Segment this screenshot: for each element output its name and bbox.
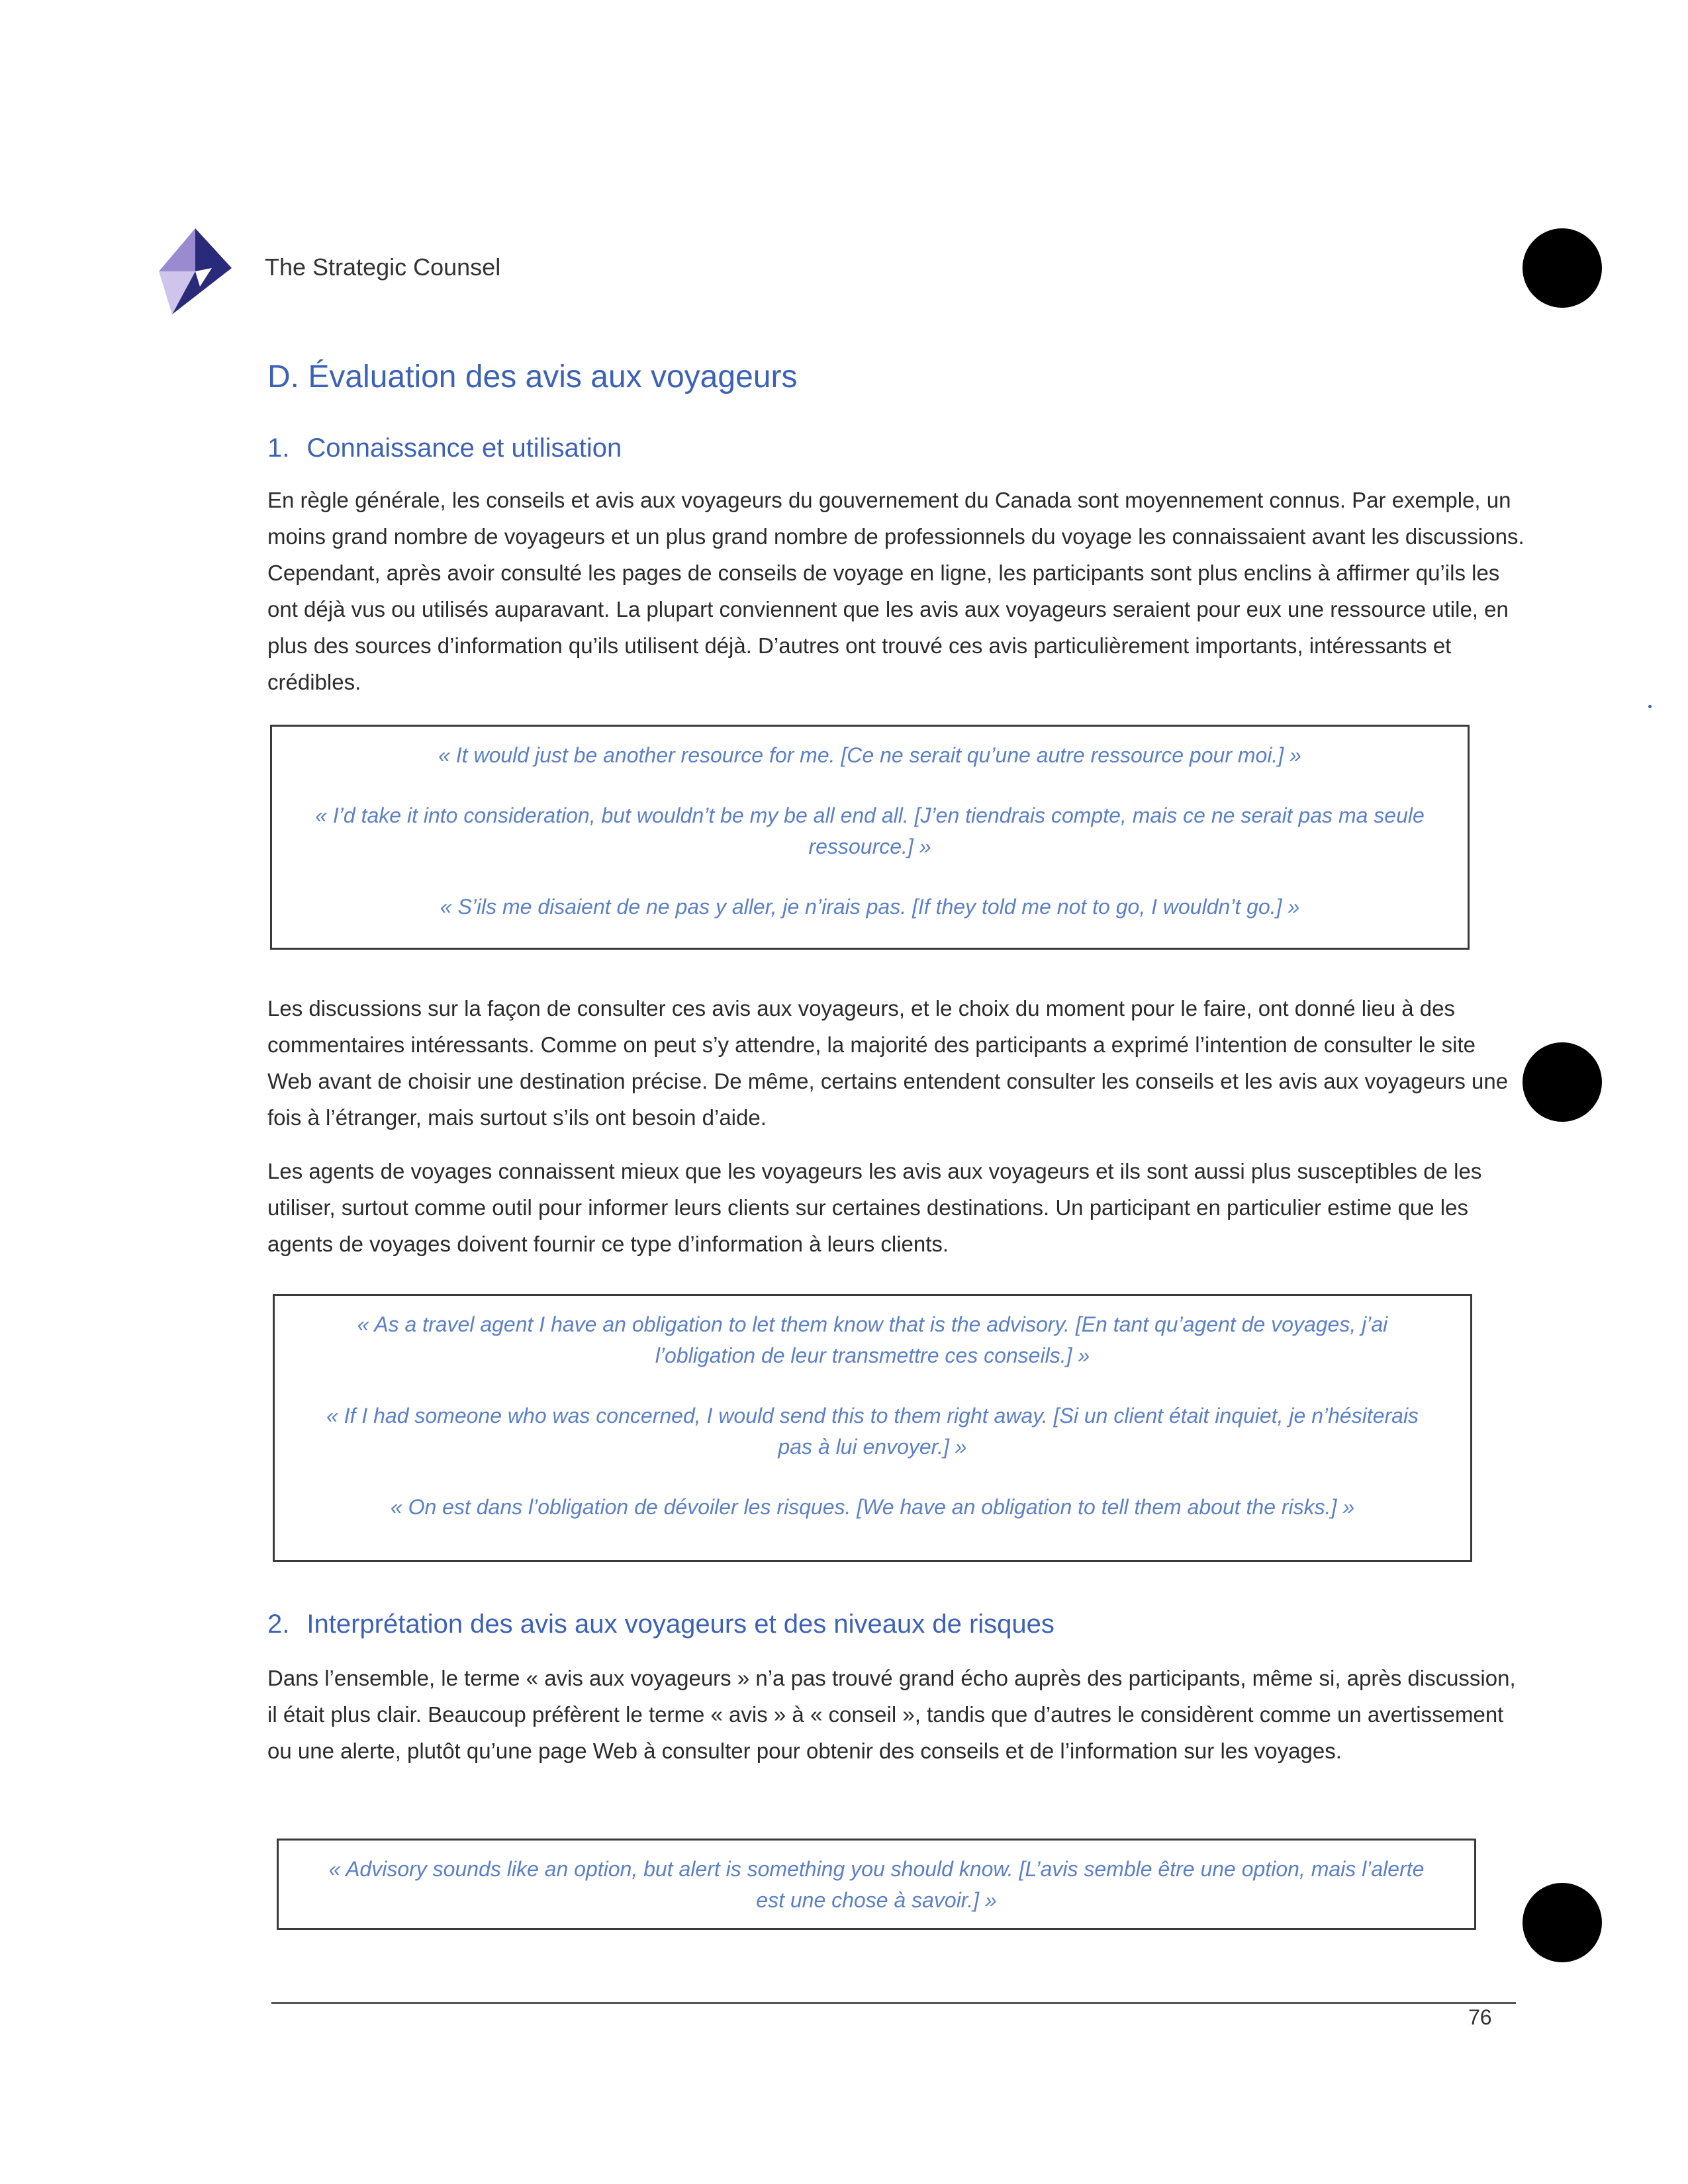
stray-mark <box>1648 705 1652 708</box>
quote-box-1 <box>270 725 1470 950</box>
subsection-1-title: Connaissance et utilisation <box>306 433 622 463</box>
hole-punch-top <box>1523 228 1602 308</box>
company-name: The Strategic Counsel <box>265 253 501 281</box>
footer-rule <box>271 2002 1516 2004</box>
paragraph-travel-agents: Les agents de voyages connaissent mieux que les voyageurs les avis aux voyageurs et ils sont aussi plus susceptibles de les utiliser, surtout comme outil pour informer leurs clients sur certaines destinations. Un participant en particulier estime que les agents de voyages doivent fournir ce type d’information à leurs clients. <box>267 1159 1482 1256</box>
hole-punch-bottom <box>1523 1883 1602 1962</box>
subsection-2-title: Interprétation des avis aux voyageurs et des niveaux de risques <box>306 1610 1055 1639</box>
subsection-2-number: 2. <box>267 1610 290 1639</box>
quote-box-2 <box>273 1294 1472 1562</box>
paragraph-interpretation: Dans l’ensemble, le terme « avis aux voyageurs » n’a pas trouvé grand écho auprès des participants, même si, après discussion, il était plus clair. Beaucoup préfèrent le terme « avis » à « conseil », tandis que d’autres le considèrent comme un avertissement ou une alerte, plutôt qu’une page Web à consulter pour obtenir des conseils et de l’information sur les voyages. <box>267 1666 1516 1763</box>
section-title: D. Évaluation des avis aux voyageurs <box>267 359 798 394</box>
strategic-counsel-logo <box>159 228 232 314</box>
quote: « Advisory sounds like an option, but alert is something you should know. [L’avis semble être une option, mais l’alerte est une chose à savoir.] » <box>328 1857 1425 1912</box>
paragraph-awareness: En règle générale, les conseils et avis aux voyageurs du gouvernement du Canada sont moyennement connus. Par exemple, un moins grand nombre de voyageurs et un plus grand nombre de professionnels du voyage les connaissaient avant les discussions. Cependant, après avoir consulté les pages de conseils de voyage en ligne, les participants sont plus enclins à affirmer qu’ils les ont déjà vus ou utilisés auparavant. La plupart conviennent que les avis aux voyageurs seraient pour eux une ressource utile, en plus des sources d’information qu’ils utilisent déjà. D’autres ont trouvé ces avis particulièrement importants, intéressants et crédibles. <box>267 488 1524 694</box>
subsection-1-heading <box>267 433 622 463</box>
quote-box-3 <box>277 1839 1476 1930</box>
quote: « It would just be another resource for me. [Ce ne serait qu’une autre ressource pour moi.] » <box>438 743 1301 767</box>
quote: « If I had someone who was concerned, I would send this to them right away. [Si un client était inquiet, je n’hésiterais pas à lui envoyer.] » <box>326 1404 1419 1459</box>
quote: « I’d take it into consideration, but wouldn’t be my be all end all. [J’en tiendrais compte, mais ce ne serait pas ma seule ressource.] » <box>315 803 1425 858</box>
subsection-2-heading <box>267 1610 1055 1639</box>
subsection-1-number: 1. <box>267 433 290 463</box>
quote: « As a travel agent I have an obligation to let them know that is the advisory. [En tant qu’agent de voyages, j’ai l’obligation de leur transmettre ces conseils.] » <box>357 1312 1388 1367</box>
quote: « S’ils me disaient de ne pas y aller, je n’irais pas. [If they told me not to go, I wouldn’t go.] » <box>440 895 1300 919</box>
page-number: 76 <box>1468 2005 1492 2029</box>
quote: « On est dans l’obligation de dévoiler les risques. [We have an obligation to tell them about the risks.] » <box>390 1495 1355 1519</box>
hole-punch-middle <box>1523 1042 1602 1122</box>
paragraph-consultation: Les discussions sur la façon de consulter ces avis aux voyageurs, et le choix du moment pour le faire, ont donné lieu à des commentaires intéressants. Comme on peut s’y attendre, la majorité des participants a exprimé l’intention de consulter le site Web avant de choisir une destination précise. De même, certains entendent consulter les conseils et les avis aux voyageurs une fois à l’étranger, mais surtout s’ils ont besoin d’aide. <box>267 996 1509 1130</box>
